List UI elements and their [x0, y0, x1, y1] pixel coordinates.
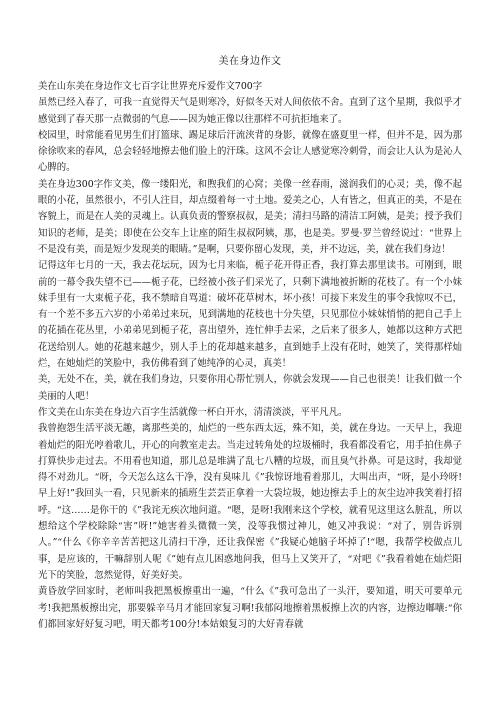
paragraph-6: 美，无处不在，美，就在我们身边，只要你用心帮忙别人，你就会发现——自己也很美！让我们做一个美丽的人吧！: [38, 374, 462, 402]
paragraph-2: 虽然已经入春了，可我一直觉得天气是则寒冷，好似冬天对人间依依不舍。直到了这个星期，我似乎才感觉到了春天那一点微弱的气息——因为她正像以往那样不可抗拒地来了。: [38, 97, 462, 125]
paragraph-1: 美在山东美在身边作文七百字让世界充斥爱作文700字: [38, 81, 263, 92]
document-title: 美在身边作文: [218, 56, 282, 67]
paragraph-8: 我曾抱怨生活平淡无趣，离那些美的，灿烂的一些东西太远，殊不知，美，就在身边。一天早上，我迎着灿烂的阳光哼着歌儿，开心的向教室走去。当走过转角处的垃圾桶时，我看都没看它，用手拍住鼻子打算快步走过去。不用看也知道，那儿总是堆满了乱七八糟的垃圾，而且臭气扑鼻。可是这时，我却觉得不对劲儿。“呀，今天怎么这么干净，没有臭味儿《”我惊讶地看着那儿，大叫出声，“呀，是小玲呀!早上好!”我回头一看，只见新来的插班生芸芸正拿着一大袋垃圾，她边擦去手上的灰尘边冲我笑着打招呼。“这……是你干的《”我诧无疾次地问道。“嗯，是呀!我刚来这个学校，就看见这里这么脏乱，所以想给这个学校除除“害”呀!”她害着头微微一笑，没等我惯过神儿，她又冲我说：“对了，别告诉别人。”“什么《你辛辛苦苦把这儿清扫干净，还让我保密《”我疑心她脑子坏掉了!“嗯，我帮学校做点儿事，是应该的，干嘛辞别人呢《”她有点儿困惑地问我，但马上又笑开了，“对吧《”我看着她在灿烂阳光下的笑脸，忽然觉得，好美好美。: [38, 423, 462, 581]
paragraph-5: 记得这年七月的一天，我去花坛玩，因为七月来临，栀子花开得正香，我打算去那里读书。可刚到，眼前的一幕令我失望不已——栀子花，已经被小孩子们采光了，只剩下满地被折断的花枝了。有一个小妹妹手里有一大束栀子花，我不禁暗自骂道：破坏花草树木，坏小孩！可接下来发生的事令我惊叹不已，有一个差不多五六岁的小弟弟过来玩，见到满地的花枝也十分失望，只见那位小妹妹悄悄的把自己手上的花插在花丛里，小弟弟见到栀子花，喜出望外，连忙伸手去采，之后来了很多人，她都以这种方式把花送给别人。她的花越来越少，别人手上的花却越来越多，直到她手上没有花时，她笑了，笑得那样灿烂，在她灿烂的笑脸中，我仿佛看到了她纯净的心灵，真美！: [38, 260, 462, 370]
paragraph-7: 作文美在山东美在身边六百字生活就像一杯白开水，清清淡淡，平平凡凡。: [38, 406, 348, 418]
paragraph-9: 黄昏放学回家时，老师叫我把黑板擦重出一遍，“什么《”我可急出了一头汗，要知道，明天可要单元考!我把黑板擦出完，那要躲辛马月才能回家复习啊!我郁闷地擦着黑板擦上次的内容，边擦边嘟嚷:“你们都回家好好复习吧，明天都考100分!本姑娘复习的大好青春就: [38, 586, 462, 630]
paragraph-3: 校园里，时常能看见男生们打篮球、踢足球后汗流浃背的身影，就像在盛夏里一样，但并不是，因为那徐徐吹来的春风，总会轻轻地擦去他们脸上的汗珠。这风不会让人感觉寒冷刺骨，而会让人认为是沁人心脾的。: [38, 129, 462, 174]
paragraph-4: 美在身边300字作文美，像一缕阳光，和煦我们的心窝；美像一丝春雨，滋润我们的心灵；美，像不起眼的小花，虽然很小，不引人注目，却点缀着每一寸土地。爱美之心，人有皆之，但真正的美，不是在容貌上，而是在人美的灵魂上。认真负责的警察叔叔，是美；清扫马路的清洁工阿姨，是美；授予我们知识的老师，是美；即使在公交车上让座的陌生叔叔阿姨，那，也是美。罗曼·罗兰曾经说过：“世界上不是没有美，而是短少发现美的眼睛。”是啊，只要你留心发现，美，并不边远，美，就在我们身边！: [38, 178, 462, 255]
